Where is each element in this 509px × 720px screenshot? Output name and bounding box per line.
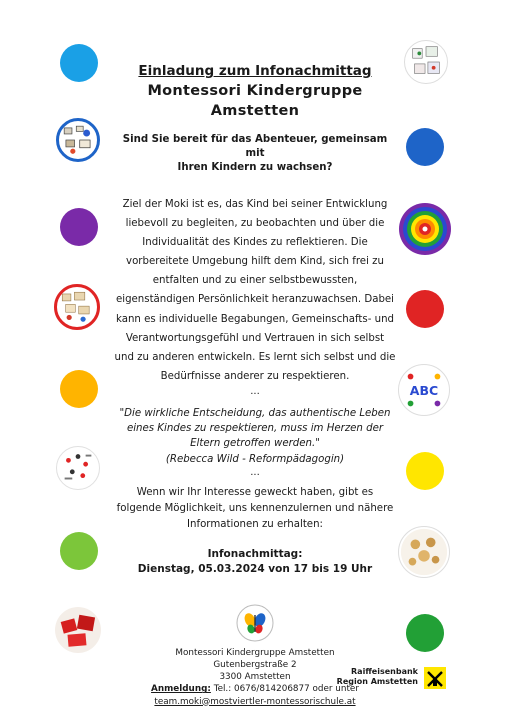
body-line: Ziel der Moki ist es, das Kind bei seiner Entwicklung xyxy=(122,199,388,210)
sponsor-line: Region Amstetten xyxy=(336,677,418,686)
rainbow-stacker-photo xyxy=(398,202,452,256)
body-line: kann es individuelle Begabungen, Gemeinschafts- und xyxy=(116,313,394,325)
yellow-circle xyxy=(406,452,444,490)
question-line: Sind Sie bereit für das Abenteuer, gemeinsam mit xyxy=(122,134,388,159)
interest-paragraph xyxy=(112,485,398,533)
raiffeisen-icon xyxy=(424,667,446,689)
montessori-logo xyxy=(235,603,275,643)
body-line: liebevoll zu begleiten, zu beobachten und über die xyxy=(125,218,385,230)
alphabet-letters-photo xyxy=(398,364,450,416)
interest-line: Wenn wir Ihr Interesse geweckt haben, gibt es xyxy=(136,486,374,498)
body-line: vorbereitete Umgebung hilft dem Kind, sich frei zu xyxy=(126,256,384,268)
abc-text: ABC xyxy=(409,382,439,398)
quote-attribution: (Rebecca Wild - Reformpädagogin) xyxy=(165,453,345,465)
body-line: Verantwortungsgefühl und Vertrauen in sich selbst xyxy=(125,332,385,344)
body-line: und zu anderen entwickeln. Es lernt sich selbst und die xyxy=(114,351,396,363)
body-line: eigenständigen Persönlichkeit heranzuwachsen. Dabei xyxy=(115,294,395,306)
quote-line: Eltern getroffen werden." xyxy=(190,438,320,450)
question-line: Ihren Kindern zu wachsen? xyxy=(177,162,333,173)
orange-circle xyxy=(60,370,98,408)
quote-line: eines Kindes zu respektieren, muss im Herzen der xyxy=(126,423,384,435)
dark-blue-circle xyxy=(406,128,444,166)
raiffeisen-logo xyxy=(326,667,446,691)
email-line xyxy=(112,696,398,708)
red-circle xyxy=(406,290,444,328)
body-line: Bedürfnisse anderer zu respektieren. xyxy=(160,370,350,382)
counting-beads-photo xyxy=(56,446,100,490)
interest-line: folgende Möglichkeit, uns kennenzulernen und nähere xyxy=(116,502,394,514)
body-paragraph xyxy=(112,195,398,386)
address-name: Montessori Kindergruppe Amstetten xyxy=(175,647,335,658)
event-date: Dienstag, 05.03.2024 von 17 bis 19 Uhr xyxy=(137,562,373,575)
number-tiles-photo xyxy=(54,284,100,330)
quote-line: "Die wirkliche Entscheidung, das authentische Leben xyxy=(119,407,391,419)
montessori-materials-photo xyxy=(56,118,100,162)
red-blocks-photo xyxy=(54,606,102,654)
organization-name: Montessori Kindergruppe xyxy=(147,83,363,99)
quote-block xyxy=(112,406,398,467)
intro-question xyxy=(112,133,398,175)
organization-town: Amstetten xyxy=(210,103,300,119)
ellipsis: ... xyxy=(250,466,260,478)
sponsor-name xyxy=(337,667,418,687)
invitation-content xyxy=(112,62,398,708)
event-label: Infonachmittag: xyxy=(207,547,303,560)
green-circle xyxy=(60,532,98,570)
wooden-figures-photo xyxy=(398,526,450,578)
purple-circle xyxy=(60,208,98,246)
body-line: entfalten und zu einer selbstbewussten, xyxy=(152,275,358,287)
dark-green-circle xyxy=(406,614,444,652)
address-street: Gutenbergstraße 2 xyxy=(213,659,297,670)
email-link[interactable]: team.moki@mostviertler-montessorischule.at xyxy=(154,696,356,707)
invitation-title: Einladung zum Infonachmittag xyxy=(138,63,372,79)
sorting-cards-photo xyxy=(404,40,448,84)
registration-phone: Tel.: 0676/814206877 oder unter xyxy=(210,684,359,695)
registration-label: Anmeldung: xyxy=(151,684,211,695)
interest-line: Informationen zu erhalten: xyxy=(187,518,323,530)
ellipsis: ... xyxy=(250,385,260,397)
blue-circle xyxy=(60,44,98,82)
address-city: 3300 Amstetten xyxy=(219,672,291,683)
body-line: Individualität des Kindes zu reflektieren. Die xyxy=(142,237,368,249)
sponsor-line: Raiffeisenbank xyxy=(351,667,418,676)
